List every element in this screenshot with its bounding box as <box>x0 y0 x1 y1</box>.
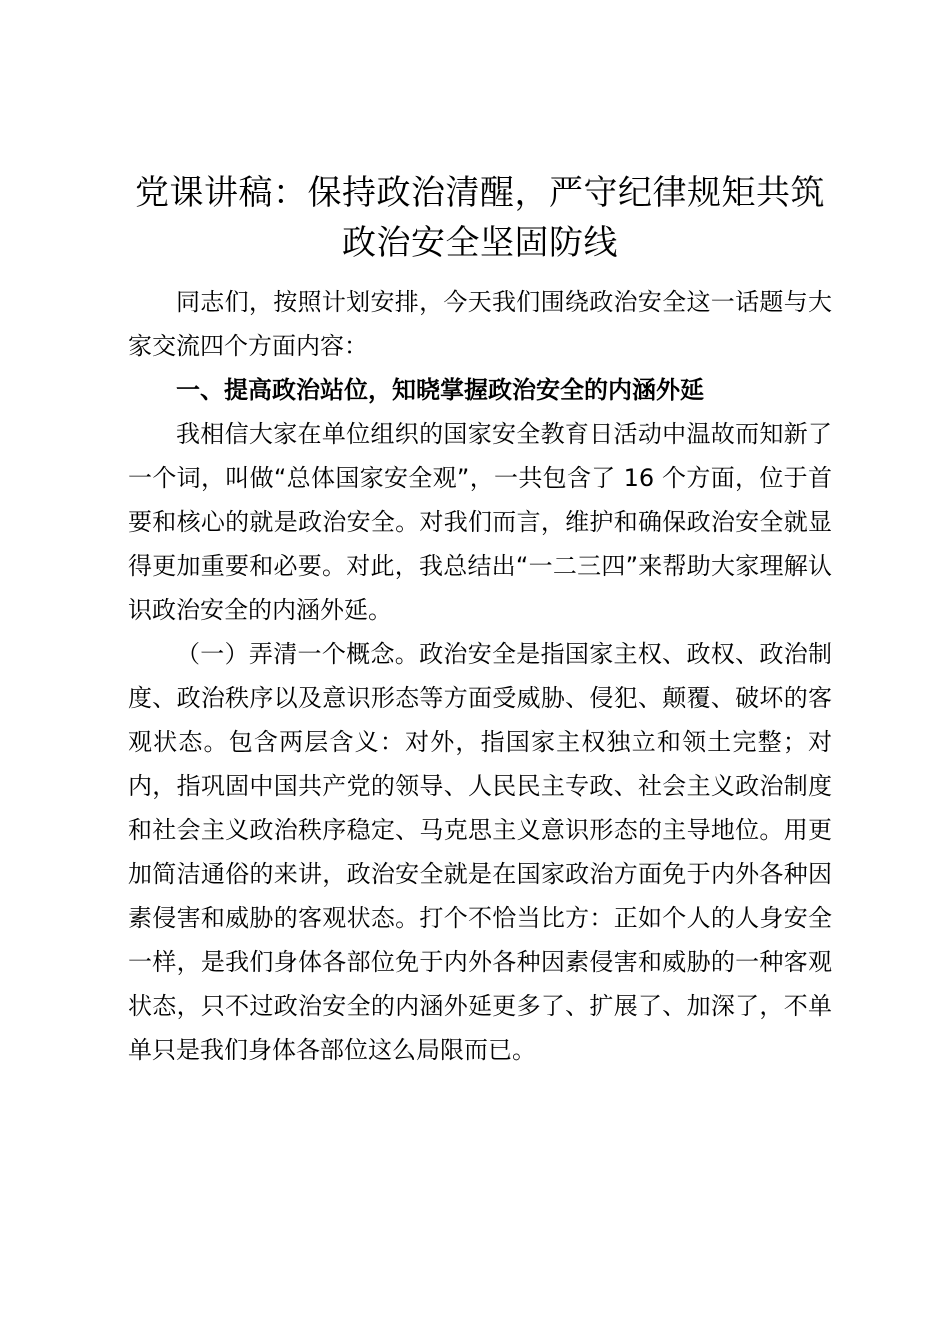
section-heading: 一、提高政治站位，知晓掌握政治安全的内涵外延 <box>176 376 704 404</box>
document-title: 党课讲稿：保持政治清醒，严守纪律规矩共筑政治安全坚固防线 <box>135 173 825 263</box>
intro-paragraph: 同志们，按照计划安排，今天我们围绕政治安全这一话题与大家交流四个方面内容： <box>128 288 832 360</box>
body-paragraph: （一）弄清一个概念。政治安全是指国家主权、政权、政治制度、政治秩序以及意识形态等方面受威胁、侵犯、颠覆、破坏的客观状态。包含两层含义：对外，指国家主权独立和领土完整；对内，指巩固中国共产党的领导、人民民主专政、社会主义政治制度和社会主义政治秩序稳定、马克思主义意识形态的主导地位。用更加简洁通俗的来讲，政治安全就是在国家政治方面免于内外各种因素侵害和威胁的客观状态。打个不恰当比方：正如个人的人身安全一样，是我们身体各部位免于内外各种因素侵害和威胁的一种客观状态，只不过政治安全的内涵外延更多了、扩展了、加深了，不单单只是我们身体各部位这么局限而已。 <box>128 640 832 1064</box>
body-paragraph: 我相信大家在单位组织的国家安全教育日活动中温故而知新了一个词，叫做“总体国家安全观”，一共包含了 16 个方面，位于首要和核心的就是政治安全。对我们而言，维护和确保政治安全就显得更加重要和必要。对此，我总结出“一二三四”来帮助大家理解认识政治安全的内涵外延。 <box>128 420 832 624</box>
document-page <box>128 168 832 1072</box>
